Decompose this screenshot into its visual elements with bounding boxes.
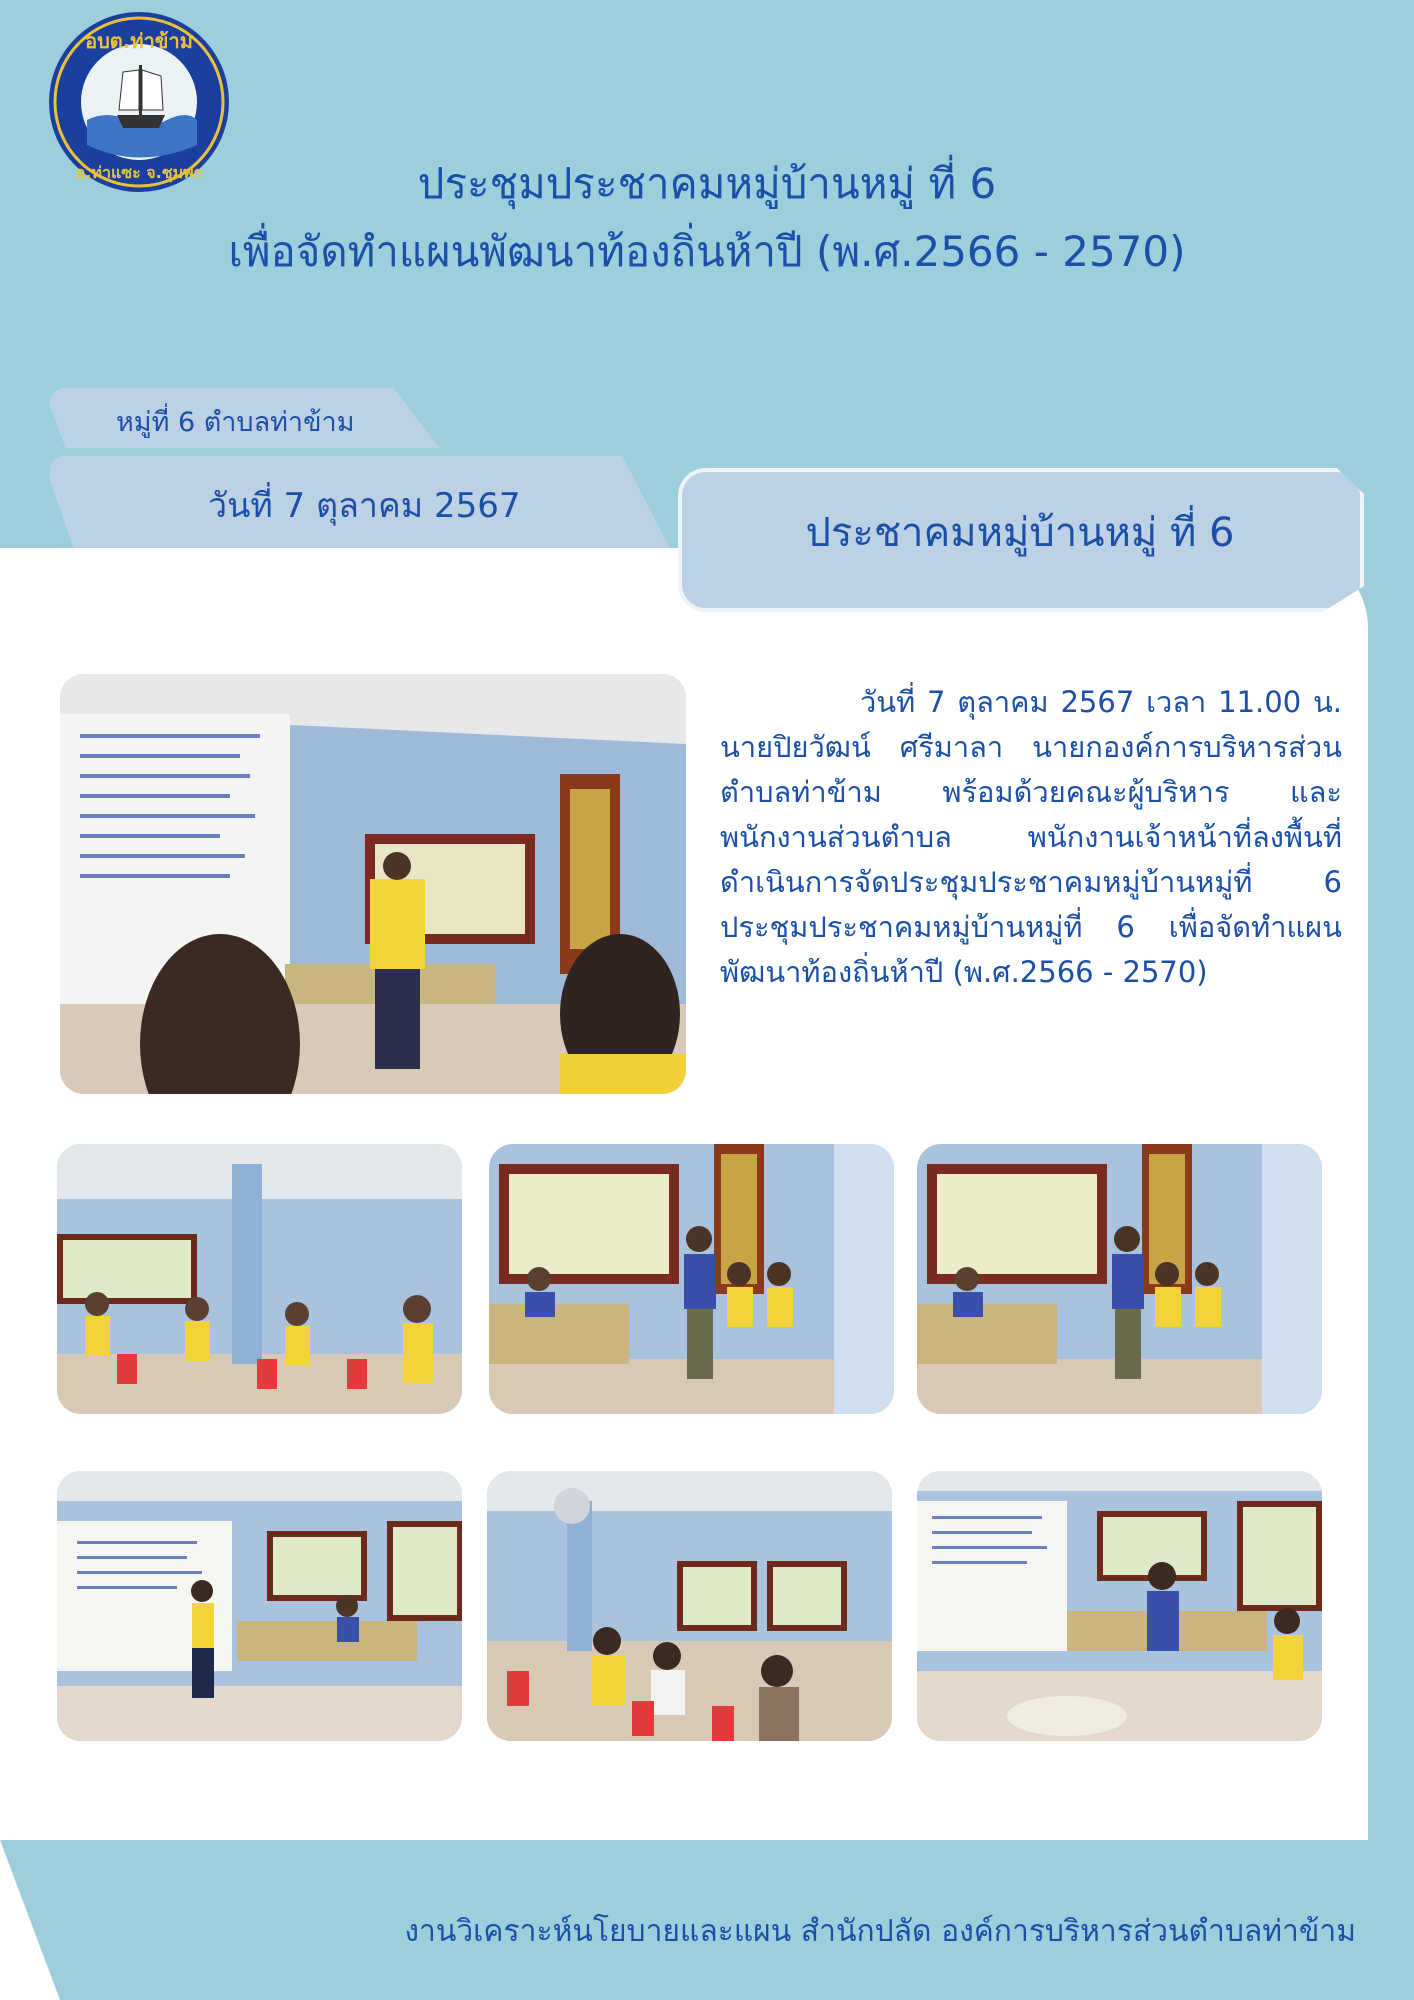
photo-row2-1 — [57, 1471, 462, 1741]
title-line-1: ประชุมประชาคมหมู่บ้านหมู่ ที่ 6 — [417, 159, 997, 208]
photo-row2-2 — [487, 1471, 892, 1741]
location-label: หมู่ที่ 6 ตำบลท่าข้าม — [116, 407, 355, 438]
photo-row2-3 — [917, 1471, 1322, 1741]
title-line-2: เพื่อจัดทำแผนพัฒนาท้องถิ่นห้าปี (พ.ศ.2566 - 2570) — [228, 227, 1186, 276]
logo-top-text: อบต.ท่าข้าม — [85, 29, 193, 53]
event-description: วันที่ 7 ตุลาคม 2567 เวลา 11.00 น. นายปิยวัฒน์ ศรีมาลา นายกองค์การบริหารส่วนตำบลท่าข้าม พร้อมด้วยคณะผู้บริหาร และพนักงานส่วนตำบล พนักงานเจ้าหน้าที่ลงพื้นที่ดำเนินการจัดประชุมประชาคมหมู่บ้านหมู่ที่ 6 ประชุมประชาคมหมู่บ้านหมู่ที่ 6 เพื่อจัดทำแผนพัฒนาท้องถิ่นห้าปี (พ.ศ.2566 - 2570) — [720, 685, 1342, 989]
main-meeting-photo — [60, 674, 686, 1094]
footer-credit: งานวิเคราะห์นโยบายและแผน สำนักปลัด องค์การบริหารส่วนตำบลท่าข้าม — [404, 1914, 1356, 1949]
photo-row1-2 — [489, 1144, 894, 1414]
logo-bottom-text: อ.ท่าแซะ จ.ชุมพร — [75, 163, 203, 182]
photo-row1-1 — [57, 1144, 462, 1414]
callout-label: ประชาคมหมู่บ้านหมู่ ที่ 6 — [805, 510, 1235, 556]
photo-row1-3 — [917, 1144, 1322, 1414]
page-title — [0, 150, 1414, 286]
date-label: วันที่ 7 ตุลาคม 2567 — [208, 486, 521, 526]
footer-decoration — [0, 1840, 60, 2000]
